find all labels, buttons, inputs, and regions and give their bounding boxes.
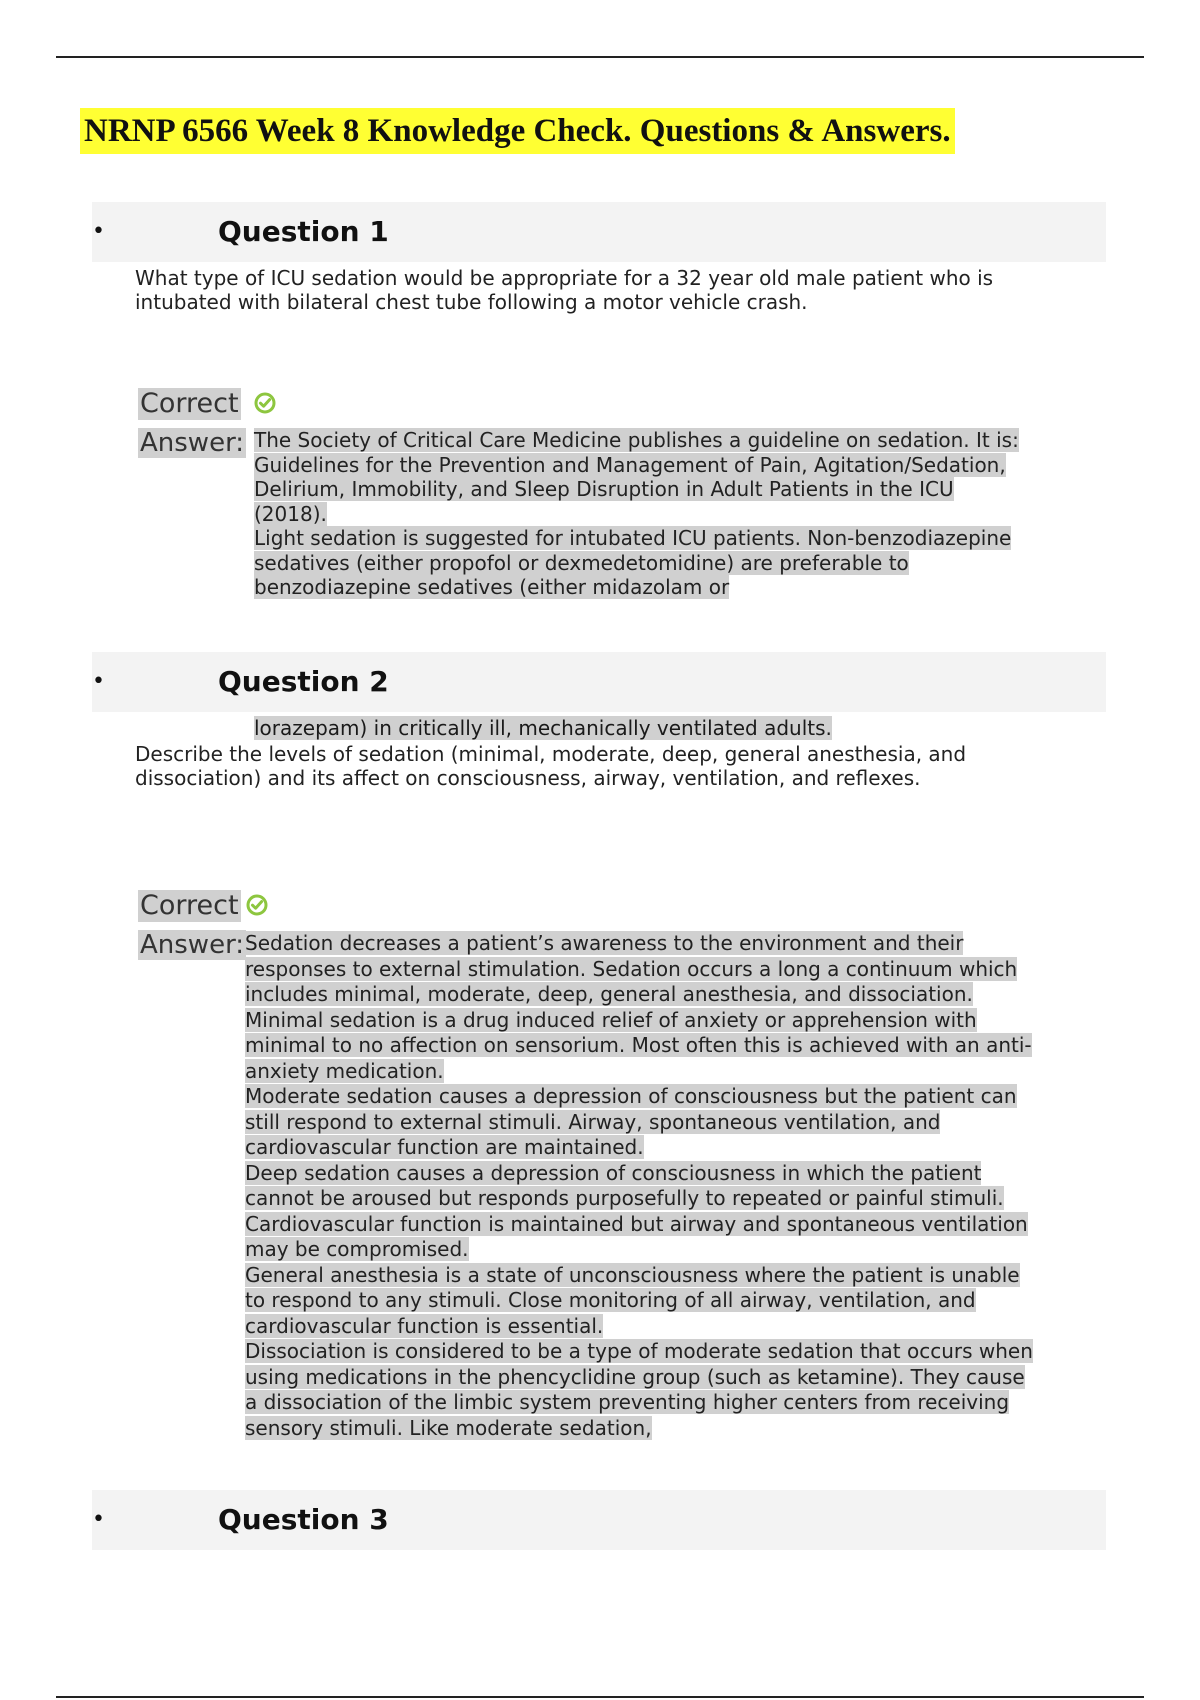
document-title: NRNP 6566 Week 8 Knowledge Check. Questions & Answers. <box>80 108 955 154</box>
question-2-answer-label: Answer: <box>140 930 245 960</box>
question-1-status: Correct <box>140 388 239 419</box>
check-circle-icon <box>254 392 276 414</box>
answer-paragraph: Moderate sedation causes a depression of consciousness but the patient can still respond to external stimuli. Airway, spontaneous ventilation, and cardiovascular function are maintained. <box>245 1084 1017 1159</box>
bullet: • <box>92 669 105 694</box>
question-1-answer <box>254 428 1044 600</box>
question-2-prompt: Describe the levels of sedation (minimal, moderate, deep, general anesthesia, and dissociation) and its affect on consciousness, airway, ventilation, and reflexes. <box>135 742 967 790</box>
top-rule <box>56 56 1144 58</box>
question-2-header <box>92 652 1106 712</box>
question-1-prompt: What type of ICU sedation would be appropriate for a 32 year old male patient who is intubated with bilateral chest tube following a motor vehicle crash. <box>135 266 994 314</box>
answer-paragraph: Minimal sedation is a drug induced relief of anxiety or apprehension with minimal to no affection on sensorium. Most often this is achieved with an anti- anxiety medication. <box>245 1007 1032 1083</box>
question-2-status: Correct <box>140 890 239 921</box>
question-1-answer-continuation: lorazepam) in critically ill, mechanically ventilated adults. <box>254 716 832 740</box>
bottom-rule <box>56 1696 1144 1698</box>
question-1-label: Question 1 <box>218 215 389 248</box>
answer-paragraph: General anesthesia is a state of unconsciousness where the patient is unable to respond to any stimuli. Close monitoring of all airway, ventilation, and cardiovascular function is essential. <box>245 1262 1020 1338</box>
bullet: • <box>92 219 105 244</box>
question-3-label: Question 3 <box>218 1503 389 1536</box>
question-1-answer-label: Answer: <box>140 428 245 458</box>
bullet: • <box>92 1507 105 1532</box>
answer-paragraph: Light sedation is suggested for intubated ICU patients. Non-benzodiazepine sedatives (either propofol or dexmedetomidine) are preferable to benzodiazepine sedatives (either midazolam or <box>254 526 1012 599</box>
question-3-header <box>92 1490 1106 1550</box>
answer-paragraph: Sedation decreases a patient’s awareness to the environment and their responses to external stimulation. Sedation occurs a long a continuum which includes minimal, moderate, deep, general anesthesia, and dissociation. <box>245 931 1018 1006</box>
question-1-header <box>92 202 1106 262</box>
answer-paragraph: Deep sedation causes a depression of consciousness in which the patient cannot be aroused but responds purposefully to repeated or painful stimuli. Cardiovascular function is maintained but airway and spontaneous ventilation may be compromised. <box>245 1160 1028 1261</box>
answer-paragraph: (2018). <box>254 501 327 526</box>
question-2-label: Question 2 <box>218 665 389 698</box>
answer-paragraph: The Society of Critical Care Medicine publishes a guideline on sedation. It is: Guidelines for the Prevention and Management of Pain, Agitation/Sedation, Delirium, Immobility, and Sleep Disruption in Adult Patients in the ICU <box>254 428 1019 501</box>
answer-paragraph: Dissociation is considered to be a type of moderate sedation that occurs when using medications in the phencyclidine group (such as ketamine). They cause a dissociation of the limbic system preventing higher centers from receiving sensory stimuli. Like moderate sedation, <box>245 1339 1033 1440</box>
check-circle-icon <box>246 894 268 916</box>
question-2-answer <box>245 931 1035 1441</box>
